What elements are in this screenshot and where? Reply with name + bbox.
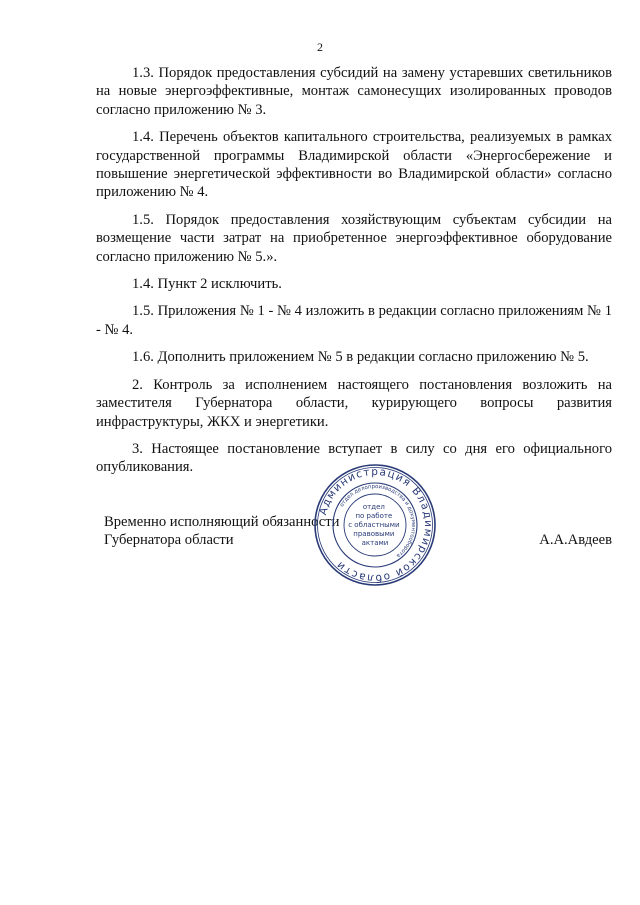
paragraph-3-effective: 3. Настоящее постановление вступает в силу со дня его официального опубликования. [96, 440, 612, 476]
paragraph-1-5-subsidy-equipment: 1.5. Порядок предоставления хозяйствующим субъектам субсидии на возмещение части затрат на приобретенное энергоэффективное оборудование согласно приложению № 5.». [96, 211, 612, 265]
stamp-center-line: по работе [355, 512, 393, 520]
signature-title-line2: Губернатора области [104, 532, 234, 548]
paragraph-1-6-add-appendix: 1.6. Дополнить приложением № 5 в редакции согласно приложению № 5. [132, 349, 589, 366]
stamp-center-text [348, 503, 402, 547]
paragraph-1-3-subsidies-lights: 1.3. Порядок предоставления субсидий на замену устаревших светильников на новые энергоэффективные, монтаж самонесущих изолированных проводов согласно приложению № 3. [96, 65, 612, 118]
page-number: 2 [317, 40, 323, 54]
stamp-middle-text: отдел делопроизводства и документооборота [339, 483, 417, 559]
signature-title-line1: Временно исполняющий обязанности [104, 514, 340, 530]
paragraph-1-5-appendices: 1.5. Приложения № 1 - № 4 изложить в редакции согласно приложениям № 1 - № 4. [96, 303, 612, 338]
paragraph-2-control: 2. Контроль за исполнением настоящего постановления возложить на заместителя Губернатора области, курирующего вопросы развития инфраструктуры, ЖКХ и энергетики. [96, 376, 612, 430]
stamp-center-line: актами [361, 539, 389, 547]
paragraph-1-4-delete-item: 1.4. Пункт 2 исключить. [132, 276, 282, 293]
stamp-outer-text: Администрация Владимирской области [317, 465, 435, 585]
paragraph-1-4-capital-objects: 1.4. Перечень объектов капитального строительства, реализуемых в рамках государственной программы Владимирской области «Энергосбережение и повышение энергетической эффективности во Владимирской области» согласно приложению № 4. [96, 129, 612, 201]
official-seal-stamp [312, 462, 438, 588]
stamp-center-line: отдел [362, 503, 385, 511]
signature-name: А.А.Авдеев [539, 532, 612, 548]
document-body [96, 64, 612, 486]
stamp-center-line: правовыми [353, 530, 395, 538]
stamp-center-line: с областными [348, 521, 400, 529]
